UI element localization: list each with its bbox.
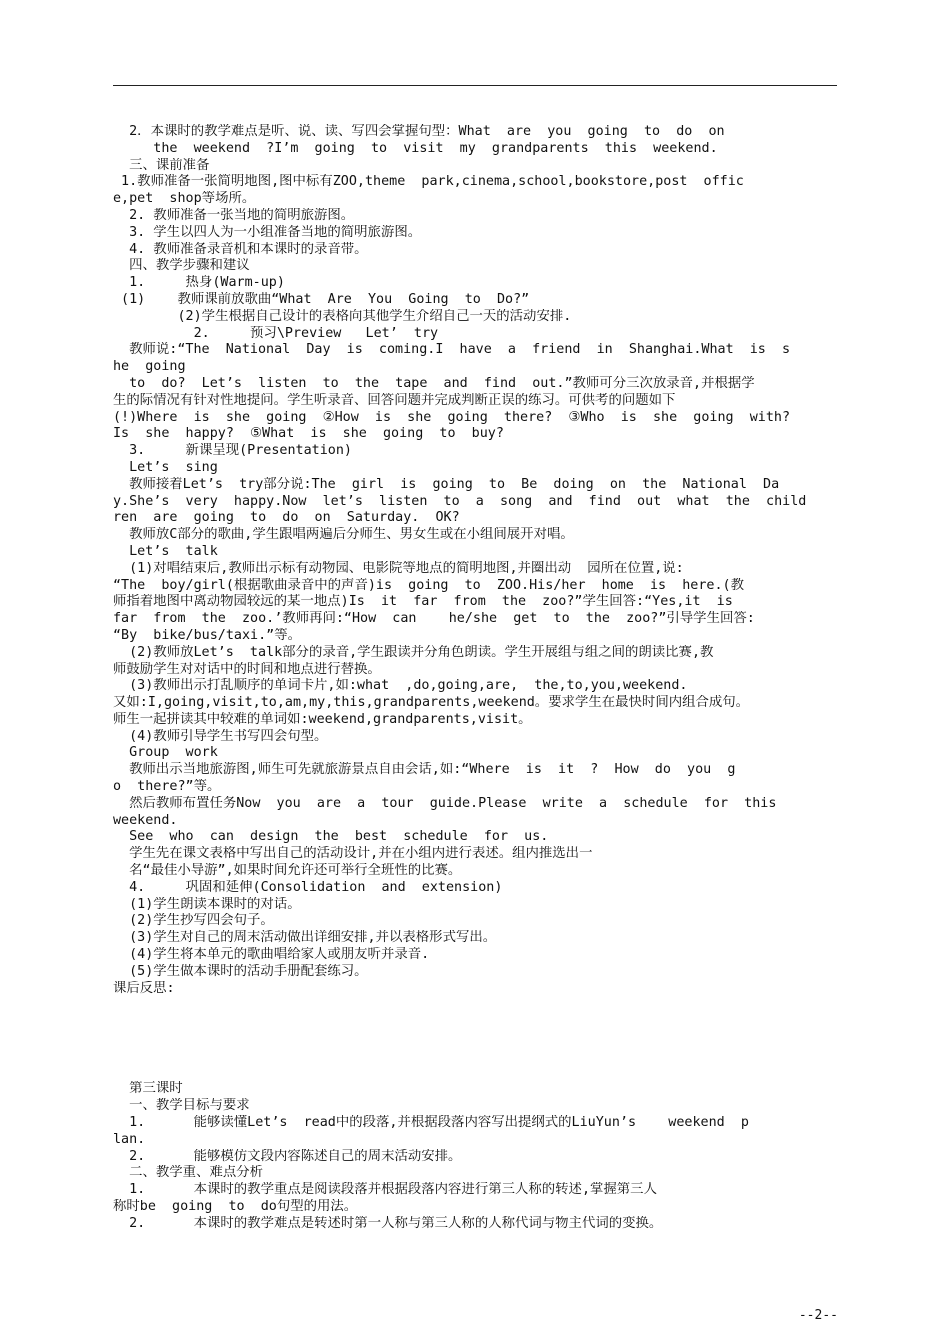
text-line: 师指着地图中离动物园较远的某一地点)Is it far from the zoo?”学生回答:“Yes,it is	[113, 594, 733, 610]
header-rule	[113, 85, 837, 86]
text-line: Let’s talk	[113, 543, 218, 559]
text-line: 2. 能够模仿文段内容陈述自己的周末活动安排。	[113, 1148, 462, 1164]
text-line: (5)学生做本课时的活动手册配套练习。	[113, 963, 368, 979]
document-body	[113, 124, 839, 1233]
text-line: 又如:I,going,visit,to,am,my,this,grandparents,weekend。要求学生在最快时间内组合成句。	[113, 695, 750, 711]
text-line: Group work	[113, 745, 218, 761]
page-number: --2--	[798, 1308, 838, 1323]
text-line: 然后教师布置任务Now you are a tour guide.Please write a schedule for this	[113, 795, 777, 811]
text-line: 师鼓励学生对对话中的时间和地点进行替换。	[113, 661, 381, 677]
text-line: (1)学生朗读本课时的对话。	[113, 896, 301, 912]
text-line: 名“最佳小导游”,如果时间允许还可举行全班性的比赛。	[113, 863, 462, 879]
text-line: 教师出示当地旅游图,师生可先就旅游景点自由会话,如:“Where is it ? How do you g	[113, 762, 736, 778]
text-line: o there?”等。	[113, 779, 221, 795]
text-line: “The boy/girl(根据歌曲录音中的声音)is going to ZOO.His/her home is here.(教	[113, 577, 745, 593]
text-line: 教师说:“The National Day is coming.I have a friend in Shanghai.What is s	[113, 342, 791, 358]
text-line: 教师放C部分的歌曲,学生跟唱两遍后分师生、男女生或在小组间展开对唱。	[113, 527, 574, 543]
text-line: he going	[113, 359, 186, 375]
text-line: 教师接着Let’s try部分说:The girl is going to Be doing on the National Da	[113, 476, 780, 492]
text-line: 二、教学重、难点分析	[113, 1165, 264, 1181]
text-line: far from the zoo.’教师再问:“How can he/she get to the zoo?”引导学生回答:	[113, 611, 755, 627]
text-line: 1. 本课时的教学重点是阅读段落并根据段落内容进行第三人称的转述,掌握第三人	[113, 1182, 657, 1198]
text-line: 2．本课时的教学难点是听、说、读、写四会掌握句型：What are you going to do on	[113, 124, 725, 139]
text-line: (1) 教师课前放歌曲“What Are You Going to Do?”	[113, 291, 530, 307]
text-line: (!)Where is she going ②How is she going there? ③Who is she going with?	[113, 409, 791, 425]
text-line: 称时be going to do句型的用法。	[113, 1199, 358, 1215]
text-line: 第三课时	[113, 1081, 183, 1097]
text-line: See who can design the best schedule for us.	[113, 829, 549, 845]
text-line: the weekend ?I’m going to visit my grandparents this weekend.	[113, 140, 718, 156]
text-line: 1. 能够读懂Let’s read中的段落,并根据段落内容写出提纲式的LiuYun’s weekend p	[113, 1115, 749, 1131]
text-line: 学生先在课文表格中写出自己的活动设计,并在小组内进行表述。组内推选出一	[113, 846, 593, 862]
text-line: e,pet shop等场所。	[113, 191, 256, 207]
text-line: “By bike/bus/taxi.”等。	[113, 627, 302, 643]
text-line: (3)学生对自己的周末活动做出详细安排,并以表格形式写出。	[113, 930, 497, 946]
text-line: 4. 教师准备录音机和本课时的录音带。	[113, 241, 368, 257]
text-line: (4)教师引导学生书写四会句型。	[113, 728, 328, 744]
text-line: (2)学生抄写四会句子。	[113, 913, 274, 929]
text-line: lan.	[113, 1131, 146, 1147]
text-line: to do? Let’s listen to the tape and find out.”教师可分三次放录音,并根据学	[113, 375, 755, 391]
text-line: ren are going to do on Saturday. OK?	[113, 510, 460, 526]
text-line: (2)学生根据自己设计的表格向其他学生介绍自己一天的活动安排.	[113, 308, 572, 324]
text-line: 2. 教师准备一张当地的简明旅游图。	[113, 207, 355, 223]
text-line: 三、课前准备	[113, 157, 210, 173]
text-line: 3. 学生以四人为一小组准备当地的简明旅游图。	[113, 224, 422, 240]
text-line: Let’s sing	[113, 459, 218, 475]
text-line: 2. 预习\Preview Let’ try	[113, 325, 439, 341]
text-line: 师生一起拼读其中较难的单词如:weekend,grandparents,visit。	[113, 711, 532, 727]
text-line: 四、教学步骤和建议	[113, 258, 250, 274]
text-line: y.She’s very happy.Now let’s listen to a song and find out what the child	[113, 493, 807, 509]
text-line: 2. 本课时的教学难点是转述时第一人称与第三人称的人称代词与物主代词的变换。	[113, 1215, 663, 1231]
text-line: (3)教师出示打乱顺序的单词卡片,如:what ,do,going,are, the,to,you,weekend.	[113, 678, 688, 694]
text-line: 4. 巩固和延伸(Consolidation and extension)	[113, 879, 503, 895]
text-line: Is she happy? ⑤What is she going to buy?	[113, 426, 504, 442]
text-line: 一、教学目标与要求	[113, 1098, 250, 1114]
text-line: (1)对唱结束后,教师出示标有动物园、电影院等地点的简明地图,并圈出动 园所在位置,说:	[113, 560, 684, 576]
text-line: weekend.	[113, 812, 178, 828]
text-line: 生的际情况有针对性地提问。学生听录音、回答问题并完成判断正误的练习。可供考的问题如下	[113, 392, 676, 408]
text-line: 课后反思:	[113, 980, 175, 996]
text-line: 1. 热身(Warm-up)	[113, 275, 285, 291]
text-line: (2)教师放Let’s talk部分的录音,学生跟读并分角色朗读。学生开展组与组之间的朗读比赛,教	[113, 644, 714, 660]
text-line: 1.教师准备一张简明地图,图中标有ZOO,theme park,cinema,school,bookstore,post offic	[113, 174, 744, 190]
section-spacer	[113, 997, 839, 1081]
text-line: (4)学生将本单元的歌曲唱给家人或朋友听并录音.	[113, 947, 430, 963]
text-line: 3. 新课呈现(Presentation)	[113, 443, 352, 459]
